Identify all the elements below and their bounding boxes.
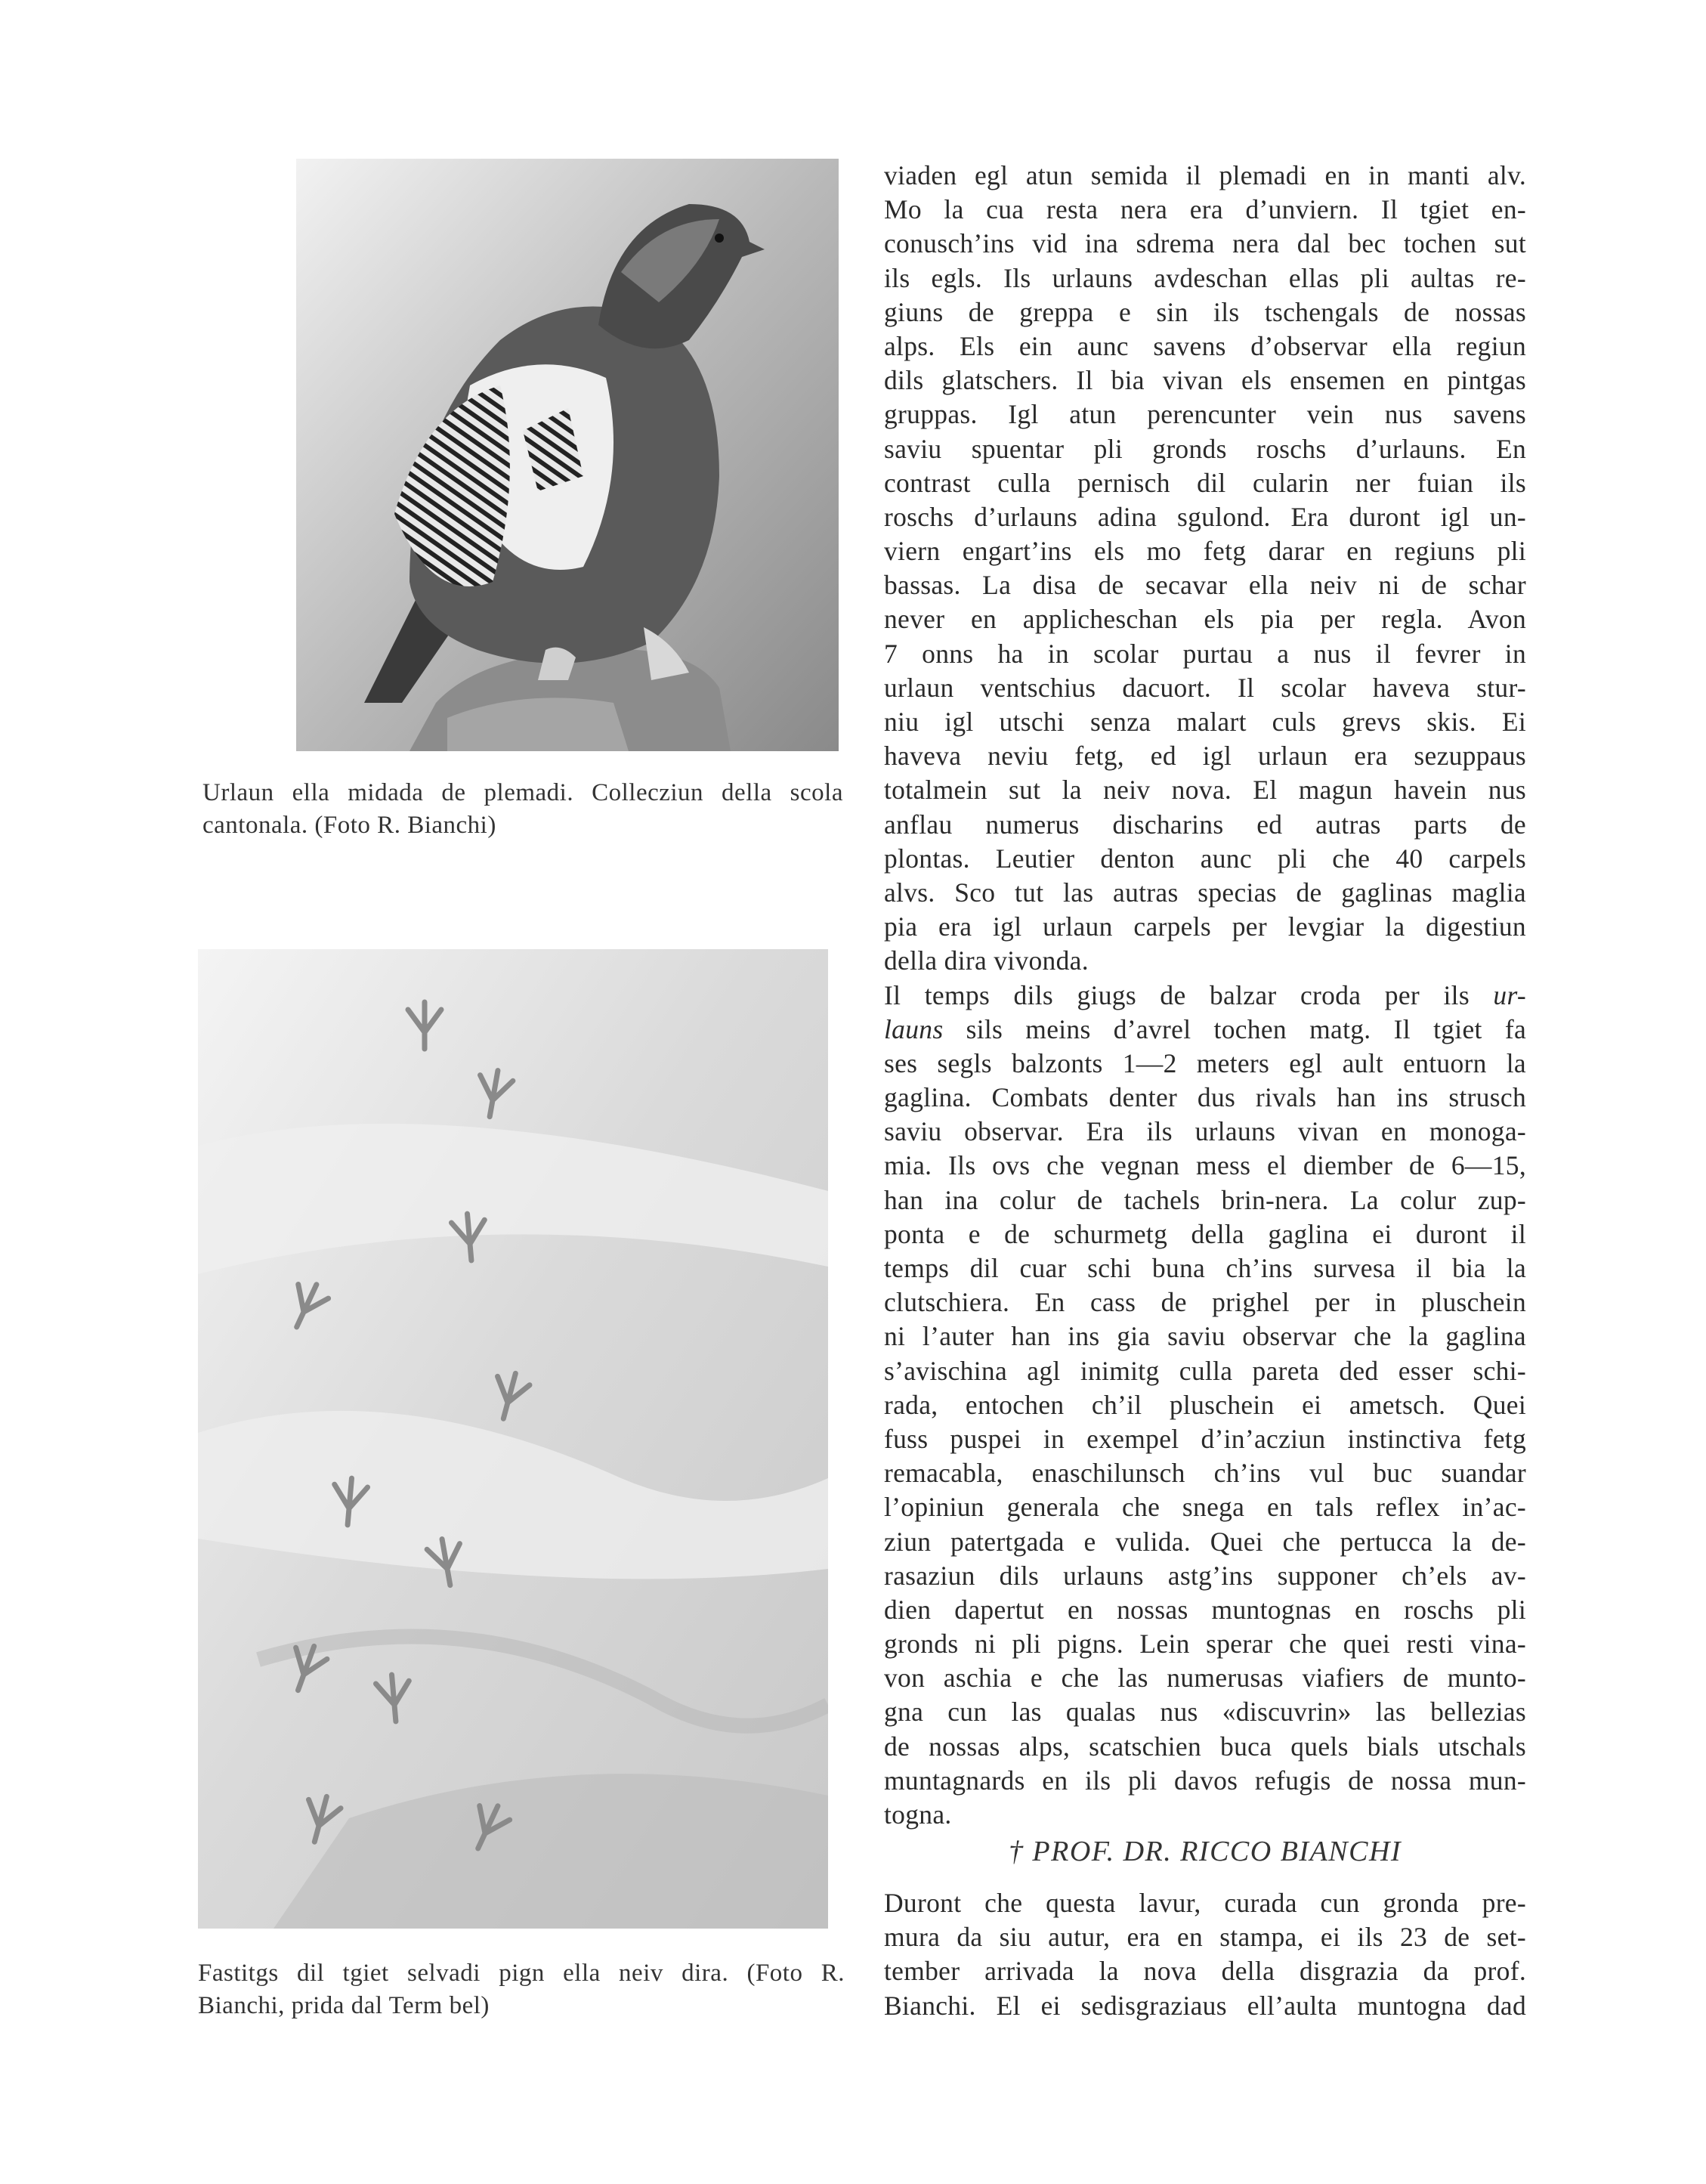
body-line: della dira vivonda. xyxy=(884,945,1089,976)
body-line: contrast culla pernisch dil cularin ner fuian ils xyxy=(884,467,1526,498)
body-line: rasaziun dils urlauns astg’ins supponer ch’els av- xyxy=(884,1560,1526,1591)
ptarmigan-caption xyxy=(202,777,843,842)
body-line: anflau numerus discharins ed autras parts de xyxy=(884,809,1526,840)
body-line xyxy=(884,1013,1526,1047)
body-line: never en applicheschan els pia per regla. Avon xyxy=(884,604,1526,635)
body-line: 7 onns ha in scolar purtau a nus il fevrer in xyxy=(884,638,1526,669)
body-line: saviu observar. Era ils urlauns vivan en monoga- xyxy=(884,1116,1526,1147)
body-line: viern engart’ins els mo fetg darar en regiuns pli xyxy=(884,536,1526,567)
body-line: togna. xyxy=(884,1799,952,1830)
body-line: Mo la cua resta nera era d’unviern. Il tgiet en- xyxy=(884,194,1526,225)
body-line: saviu spuentar pli gronds roschs d’urlauns. En xyxy=(884,433,1526,464)
caption-line: Urlaun ella midada de plemadi. Collecziun della scola xyxy=(202,779,843,806)
body-line: ses segls balzonts 1—2 meters egl ault entuorn la xyxy=(884,1047,1526,1078)
body-line: niu igl utschi senza malart culs grevs skis. Ei xyxy=(884,707,1526,737)
body-line: dien dapertut en nossas muntognas en roschs pli xyxy=(884,1594,1526,1625)
body-line: muntagnards en ils pli davos refugis de nossa mun- xyxy=(884,1765,1526,1796)
body-line: pia era igl urlaun carpels per levgiar la digestiun xyxy=(884,911,1526,942)
body-line: von aschia e che las numerusas viafiers de munto- xyxy=(884,1663,1526,1694)
body-line: gruppas. Igl atun perencunter vein nus savens xyxy=(884,399,1526,430)
snow-tracks-photo xyxy=(198,949,828,1929)
caption-line: Fastitgs dil tgiet selvadi pign ella neiv dira. (Foto R. xyxy=(198,1960,845,1987)
body-line: gaglina. Combats denter dus rivals han ins strusch xyxy=(884,1082,1526,1113)
body-line: rada, entochen ch’il pluschein ei ametsch. Quei xyxy=(884,1389,1526,1420)
caption-line: Bianchi, prida dal Term bel) xyxy=(198,1992,490,2019)
body-line: urlaun ventschius dacuort. Il scolar haveva stur- xyxy=(884,672,1526,703)
body-line: plontas. Leutier denton aunc pli che 40 carpels xyxy=(884,843,1526,874)
body-line: alps. Els ein aunc savens d’observar ella regiun xyxy=(884,330,1526,361)
body-line: ziun patertgada e vulida. Quei che pertucca la de- xyxy=(884,1526,1526,1557)
body-line: remacabla, enaschilunsch ch’ins vul buc suandar xyxy=(884,1458,1526,1489)
obituary-heading: † PROF. DR. RICCO BIANCHI xyxy=(1008,1836,1402,1867)
body-line: clutschiera. En cass de prighel per in pluschein xyxy=(884,1287,1526,1318)
body-line: alvs. Sco tut las autras specias de gaglinas maglia xyxy=(884,877,1526,908)
body-line: gronds ni pli pigns. Lein sperar che quei resti vina- xyxy=(884,1629,1526,1660)
body-line: de nossas alps, scatschien buca quels bials utschals xyxy=(884,1731,1526,1762)
body-line: roschs d’urlauns adina sgulond. Era duront igl un- xyxy=(884,501,1526,532)
body-line: ils egls. Ils urlauns avdeschan ellas pli aultas re- xyxy=(884,262,1526,293)
body-line: gna cun las qualas nus «discuvrin» las bellezias xyxy=(884,1697,1526,1728)
snow-tracks-caption xyxy=(198,1957,845,2022)
body-line: temps dil cuar schi buna ch’ins survesa il bia la xyxy=(884,1253,1526,1283)
body-text-italic: launs xyxy=(884,1013,944,1044)
body-line: mia. Ils ovs che vegnan mess el diember de 6—15, xyxy=(884,1150,1526,1181)
body-text-run: Il temps dils giugs de balzar croda per ils xyxy=(884,979,1494,1010)
ptarmigan-photo xyxy=(296,159,839,751)
body-line: ponta e de schurmetg della gaglina ei duront il xyxy=(884,1218,1526,1249)
body-line: conusch’ins vid ina sdrema nera dal bec tochen sut xyxy=(884,228,1526,259)
body-line: bassas. La disa de secavar ella neiv ni de schar xyxy=(884,570,1526,601)
body-line: s’avischina agl inimitg culla pareta ded esser schi- xyxy=(884,1355,1526,1386)
body-line: han ina colur de tachels brin-nera. La colur zup- xyxy=(884,1184,1526,1215)
body-line: ni l’auter han ins gia saviu observar che la gaglina xyxy=(884,1321,1526,1352)
body-line: haveva neviu fetg, ed igl urlaun era sezuppaus xyxy=(884,741,1526,772)
obituary-line: Bianchi. El ei sedisgraziaus ell’aulta muntogna dad xyxy=(884,1990,1526,2021)
body-line: giuns de greppa e sin ils tschengals de nossas xyxy=(884,296,1526,327)
body-line: totalmein sut la neiv nova. El magun havein nus xyxy=(884,775,1526,806)
body-line: dils glatschers. Il bia vivan els ensemen en pintgas xyxy=(884,365,1526,396)
body-line xyxy=(884,979,1526,1013)
body-text-italic: ur- xyxy=(1493,979,1526,1010)
caption-line: cantonala. (Foto R. Bianchi) xyxy=(202,812,496,839)
obituary-text xyxy=(884,1886,1526,2023)
obituary-line: tember arrivada la nova della disgrazia da prof. xyxy=(884,1956,1526,1987)
body-line: fuss puspei in exempel d’in’acziun instinctiva fetg xyxy=(884,1423,1526,1454)
body-text-run: sils meins d’avrel tochen matg. Il tgiet fa xyxy=(943,1013,1526,1044)
body-line: viaden egl atun semida il plemadi en in manti alv. xyxy=(884,160,1526,190)
body-text xyxy=(884,159,1526,1832)
obituary-line: Duront che questa lavur, curada cun gronda pre- xyxy=(884,1888,1526,1918)
body-line: l’opiniun generala che snega en tals reflex in’ac- xyxy=(884,1492,1526,1523)
obituary-line: mura da siu autur, era en stampa, ei ils 23 de set- xyxy=(884,1922,1526,1953)
